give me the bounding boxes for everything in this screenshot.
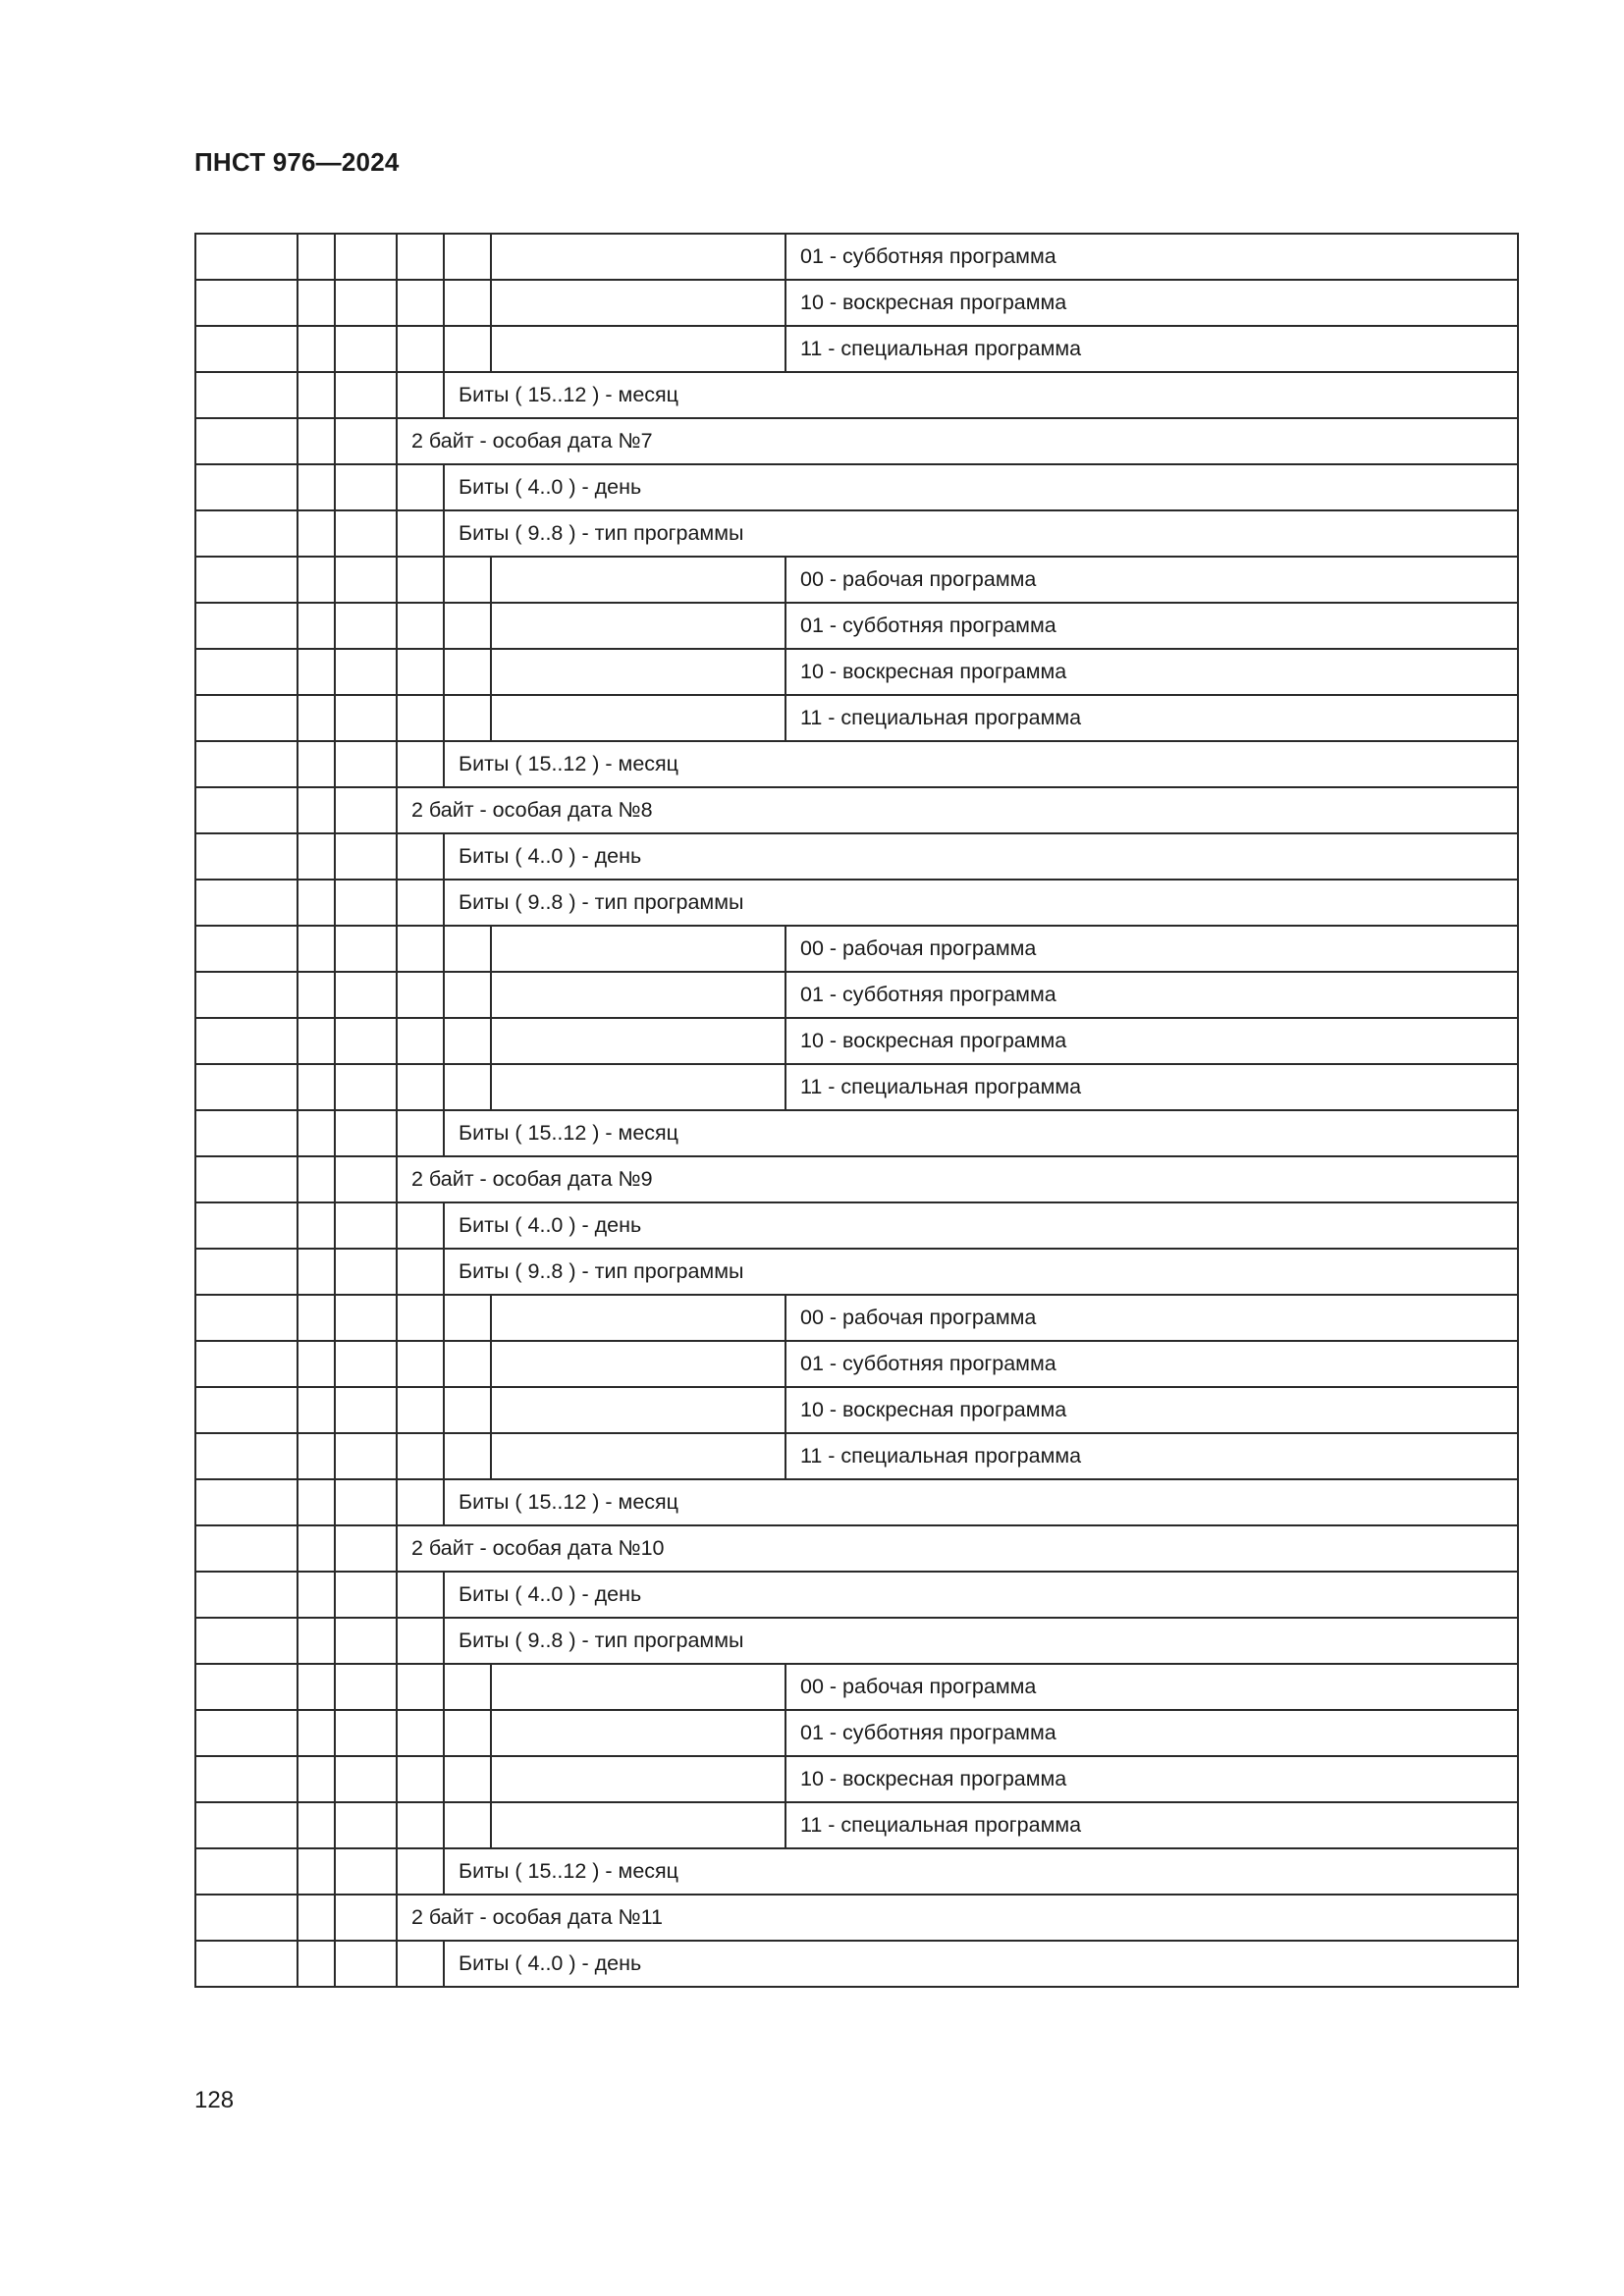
table-row (195, 1941, 1518, 1987)
empty-cell (298, 1387, 335, 1433)
empty-cell (298, 510, 335, 557)
empty-cell (397, 234, 444, 280)
empty-cell (397, 1341, 444, 1387)
empty-cell (195, 1525, 298, 1572)
empty-cell (491, 1664, 785, 1710)
empty-cell (195, 1341, 298, 1387)
empty-cell (298, 1664, 335, 1710)
empty-cell (397, 1110, 444, 1156)
empty-cell (335, 1572, 397, 1618)
empty-cell (298, 603, 335, 649)
empty-cell (195, 464, 298, 510)
empty-cell (298, 1756, 335, 1802)
empty-cell (444, 326, 491, 372)
row-text-cell: 2 байт - особая дата №11 (397, 1895, 1518, 1941)
empty-cell (444, 1433, 491, 1479)
empty-cell (195, 1756, 298, 1802)
empty-cell (195, 1018, 298, 1064)
table-row (195, 510, 1518, 557)
empty-cell (335, 833, 397, 880)
row-text-cell: 2 байт - особая дата №10 (397, 1525, 1518, 1572)
table-row (195, 326, 1518, 372)
empty-cell (298, 326, 335, 372)
empty-cell (195, 741, 298, 787)
empty-cell (491, 1295, 785, 1341)
empty-cell (298, 649, 335, 695)
table-row (195, 1802, 1518, 1848)
empty-cell (195, 1249, 298, 1295)
empty-cell (335, 1249, 397, 1295)
empty-cell (491, 326, 785, 372)
empty-cell (335, 1710, 397, 1756)
row-text-cell: 10 - воскресная программа (785, 649, 1518, 695)
empty-cell (298, 1295, 335, 1341)
empty-cell (397, 880, 444, 926)
empty-cell (298, 1341, 335, 1387)
empty-cell (298, 1802, 335, 1848)
empty-cell (298, 234, 335, 280)
table-row (195, 649, 1518, 695)
empty-cell (335, 787, 397, 833)
empty-cell (195, 557, 298, 603)
empty-cell (298, 695, 335, 741)
empty-cell (397, 326, 444, 372)
table-row (195, 1341, 1518, 1387)
empty-cell (298, 557, 335, 603)
empty-cell (491, 1710, 785, 1756)
empty-cell (397, 1064, 444, 1110)
empty-cell (397, 1433, 444, 1479)
row-text-cell: 01 - субботняя программа (785, 1710, 1518, 1756)
empty-cell (335, 234, 397, 280)
empty-cell (335, 1018, 397, 1064)
empty-cell (298, 1433, 335, 1479)
empty-cell (335, 880, 397, 926)
empty-cell (397, 372, 444, 418)
table-row (195, 557, 1518, 603)
empty-cell (491, 1064, 785, 1110)
empty-cell (335, 695, 397, 741)
empty-cell (298, 1064, 335, 1110)
row-text-cell: 2 байт - особая дата №9 (397, 1156, 1518, 1202)
empty-cell (444, 972, 491, 1018)
table-row (195, 1295, 1518, 1341)
empty-cell (444, 1756, 491, 1802)
empty-cell (397, 972, 444, 1018)
empty-cell (195, 234, 298, 280)
empty-cell (195, 833, 298, 880)
table-row (195, 1018, 1518, 1064)
empty-cell (397, 1572, 444, 1618)
empty-cell (298, 1110, 335, 1156)
empty-cell (335, 326, 397, 372)
table-row (195, 741, 1518, 787)
table-row (195, 1848, 1518, 1895)
table-row (195, 1756, 1518, 1802)
page-number: 128 (194, 2087, 235, 2113)
empty-cell (444, 603, 491, 649)
empty-cell (335, 1941, 397, 1987)
row-text-cell: 01 - субботняя программа (785, 972, 1518, 1018)
row-text-cell: 01 - субботняя программа (785, 1341, 1518, 1387)
empty-cell (195, 1572, 298, 1618)
empty-cell (298, 833, 335, 880)
row-text-cell: 11 - специальная программа (785, 1064, 1518, 1110)
empty-cell (444, 1664, 491, 1710)
empty-cell (397, 1941, 444, 1987)
empty-cell (195, 1156, 298, 1202)
row-text-cell: 01 - субботняя программа (785, 603, 1518, 649)
row-text-cell: Биты ( 15..12 ) - месяц (444, 372, 1518, 418)
empty-cell (335, 1433, 397, 1479)
empty-cell (491, 1433, 785, 1479)
row-text-cell: Биты ( 4..0 ) - день (444, 1572, 1518, 1618)
table-row (195, 418, 1518, 464)
empty-cell (298, 1572, 335, 1618)
empty-cell (298, 787, 335, 833)
row-text-cell: 10 - воскресная программа (785, 1387, 1518, 1433)
empty-cell (335, 557, 397, 603)
empty-cell (335, 1156, 397, 1202)
empty-cell (444, 234, 491, 280)
empty-cell (195, 695, 298, 741)
table-row (195, 1433, 1518, 1479)
empty-cell (335, 1064, 397, 1110)
document-header: ПНСТ 976—2024 (194, 147, 400, 177)
empty-cell (195, 1618, 298, 1664)
empty-cell (397, 926, 444, 972)
empty-cell (397, 1018, 444, 1064)
empty-cell (397, 833, 444, 880)
empty-cell (335, 1802, 397, 1848)
empty-cell (397, 695, 444, 741)
table-body (195, 234, 1518, 1987)
empty-cell (397, 649, 444, 695)
empty-cell (335, 464, 397, 510)
empty-cell (444, 1387, 491, 1433)
empty-cell (335, 926, 397, 972)
table-row (195, 603, 1518, 649)
row-text-cell: Биты ( 9..8 ) - тип программы (444, 510, 1518, 557)
empty-cell (335, 510, 397, 557)
empty-cell (335, 649, 397, 695)
empty-cell (298, 1848, 335, 1895)
empty-cell (335, 1295, 397, 1341)
empty-cell (195, 1664, 298, 1710)
empty-cell (335, 603, 397, 649)
row-text-cell: Биты ( 9..8 ) - тип программы (444, 1249, 1518, 1295)
empty-cell (491, 926, 785, 972)
empty-cell (335, 1387, 397, 1433)
table-row (195, 926, 1518, 972)
empty-cell (397, 1802, 444, 1848)
empty-cell (195, 880, 298, 926)
row-text-cell: 2 байт - особая дата №7 (397, 418, 1518, 464)
row-text-cell: 11 - специальная программа (785, 1433, 1518, 1479)
row-text-cell: 11 - специальная программа (785, 1802, 1518, 1848)
empty-cell (444, 1710, 491, 1756)
empty-cell (335, 280, 397, 326)
empty-cell (195, 787, 298, 833)
bitfield-table (194, 233, 1519, 1988)
empty-cell (298, 1525, 335, 1572)
empty-cell (195, 649, 298, 695)
empty-cell (444, 1295, 491, 1341)
empty-cell (195, 326, 298, 372)
empty-cell (335, 1110, 397, 1156)
empty-cell (195, 1941, 298, 1987)
empty-cell (298, 880, 335, 926)
row-text-cell: Биты ( 15..12 ) - месяц (444, 1479, 1518, 1525)
empty-cell (195, 510, 298, 557)
empty-cell (298, 1018, 335, 1064)
row-text-cell: 10 - воскресная программа (785, 1756, 1518, 1802)
row-text-cell: 00 - рабочая программа (785, 1664, 1518, 1710)
empty-cell (397, 1249, 444, 1295)
row-text-cell: 00 - рабочая программа (785, 926, 1518, 972)
empty-cell (335, 1341, 397, 1387)
empty-cell (444, 1064, 491, 1110)
empty-cell (298, 926, 335, 972)
table-row (195, 1387, 1518, 1433)
table-row (195, 1249, 1518, 1295)
table-row (195, 234, 1518, 280)
empty-cell (397, 1756, 444, 1802)
empty-cell (491, 557, 785, 603)
empty-cell (298, 1479, 335, 1525)
row-text-cell: Биты ( 15..12 ) - месяц (444, 741, 1518, 787)
row-text-cell: Биты ( 15..12 ) - месяц (444, 1848, 1518, 1895)
empty-cell (298, 1202, 335, 1249)
empty-cell (491, 972, 785, 1018)
empty-cell (195, 280, 298, 326)
empty-cell (298, 1941, 335, 1987)
empty-cell (335, 741, 397, 787)
empty-cell (298, 972, 335, 1018)
empty-cell (298, 464, 335, 510)
empty-cell (298, 1618, 335, 1664)
row-text-cell: Биты ( 4..0 ) - день (444, 464, 1518, 510)
empty-cell (195, 418, 298, 464)
empty-cell (195, 1710, 298, 1756)
empty-cell (298, 1710, 335, 1756)
empty-cell (397, 1710, 444, 1756)
row-text-cell: Биты ( 9..8 ) - тип программы (444, 880, 1518, 926)
empty-cell (444, 1802, 491, 1848)
empty-cell (298, 1249, 335, 1295)
table-row (195, 1479, 1518, 1525)
empty-cell (397, 741, 444, 787)
row-text-cell: 01 - субботняя программа (785, 234, 1518, 280)
table-row (195, 1110, 1518, 1156)
row-text-cell: 00 - рабочая программа (785, 1295, 1518, 1341)
table-row (195, 1710, 1518, 1756)
empty-cell (195, 1802, 298, 1848)
empty-cell (298, 372, 335, 418)
empty-cell (195, 1110, 298, 1156)
empty-cell (397, 510, 444, 557)
empty-cell (335, 972, 397, 1018)
empty-cell (195, 1387, 298, 1433)
empty-cell (444, 557, 491, 603)
row-text-cell: 10 - воскресная программа (785, 1018, 1518, 1064)
empty-cell (195, 372, 298, 418)
table-row (195, 787, 1518, 833)
empty-cell (444, 649, 491, 695)
empty-cell (444, 1341, 491, 1387)
empty-cell (335, 372, 397, 418)
empty-cell (397, 1387, 444, 1433)
empty-cell (491, 649, 785, 695)
empty-cell (195, 603, 298, 649)
empty-cell (397, 557, 444, 603)
table-row (195, 1525, 1518, 1572)
empty-cell (491, 1802, 785, 1848)
empty-cell (195, 1202, 298, 1249)
empty-cell (195, 1064, 298, 1110)
empty-cell (335, 1848, 397, 1895)
empty-cell (491, 1756, 785, 1802)
empty-cell (335, 418, 397, 464)
empty-cell (195, 1433, 298, 1479)
table-row (195, 1064, 1518, 1110)
table-row (195, 695, 1518, 741)
empty-cell (195, 1895, 298, 1941)
empty-cell (335, 1525, 397, 1572)
table-row (195, 972, 1518, 1018)
empty-cell (335, 1895, 397, 1941)
row-text-cell: Биты ( 4..0 ) - день (444, 833, 1518, 880)
empty-cell (397, 1618, 444, 1664)
empty-cell (444, 926, 491, 972)
empty-cell (195, 972, 298, 1018)
empty-cell (335, 1202, 397, 1249)
row-text-cell: Биты ( 4..0 ) - день (444, 1202, 1518, 1249)
row-text-cell: 00 - рабочая программа (785, 557, 1518, 603)
empty-cell (298, 418, 335, 464)
row-text-cell: Биты ( 9..8 ) - тип программы (444, 1618, 1518, 1664)
table-row (195, 880, 1518, 926)
empty-cell (298, 741, 335, 787)
empty-cell (335, 1664, 397, 1710)
empty-cell (397, 1848, 444, 1895)
empty-cell (195, 1295, 298, 1341)
empty-cell (491, 1387, 785, 1433)
empty-cell (397, 1295, 444, 1341)
empty-cell (444, 280, 491, 326)
empty-cell (491, 1018, 785, 1064)
table-row (195, 1664, 1518, 1710)
empty-cell (397, 1479, 444, 1525)
row-text-cell: 2 байт - особая дата №8 (397, 787, 1518, 833)
row-text-cell: Биты ( 15..12 ) - месяц (444, 1110, 1518, 1156)
empty-cell (444, 695, 491, 741)
table-row (195, 1618, 1518, 1664)
empty-cell (491, 1341, 785, 1387)
row-text-cell: 11 - специальная программа (785, 695, 1518, 741)
empty-cell (397, 280, 444, 326)
table-row (195, 280, 1518, 326)
empty-cell (195, 1848, 298, 1895)
empty-cell (335, 1756, 397, 1802)
empty-cell (298, 280, 335, 326)
empty-cell (335, 1479, 397, 1525)
table-row (195, 372, 1518, 418)
table-row (195, 1572, 1518, 1618)
empty-cell (298, 1895, 335, 1941)
empty-cell (298, 1156, 335, 1202)
empty-cell (195, 1479, 298, 1525)
empty-cell (195, 926, 298, 972)
table-row (195, 1156, 1518, 1202)
table-row (195, 1202, 1518, 1249)
empty-cell (397, 1664, 444, 1710)
table-row (195, 833, 1518, 880)
empty-cell (491, 234, 785, 280)
empty-cell (397, 603, 444, 649)
row-text-cell: 10 - воскресная программа (785, 280, 1518, 326)
empty-cell (444, 1018, 491, 1064)
empty-cell (491, 280, 785, 326)
empty-cell (335, 1618, 397, 1664)
row-text-cell: Биты ( 4..0 ) - день (444, 1941, 1518, 1987)
row-text-cell: 11 - специальная программа (785, 326, 1518, 372)
table-row (195, 464, 1518, 510)
empty-cell (397, 464, 444, 510)
table-row (195, 1895, 1518, 1941)
empty-cell (491, 603, 785, 649)
empty-cell (491, 695, 785, 741)
empty-cell (397, 1202, 444, 1249)
